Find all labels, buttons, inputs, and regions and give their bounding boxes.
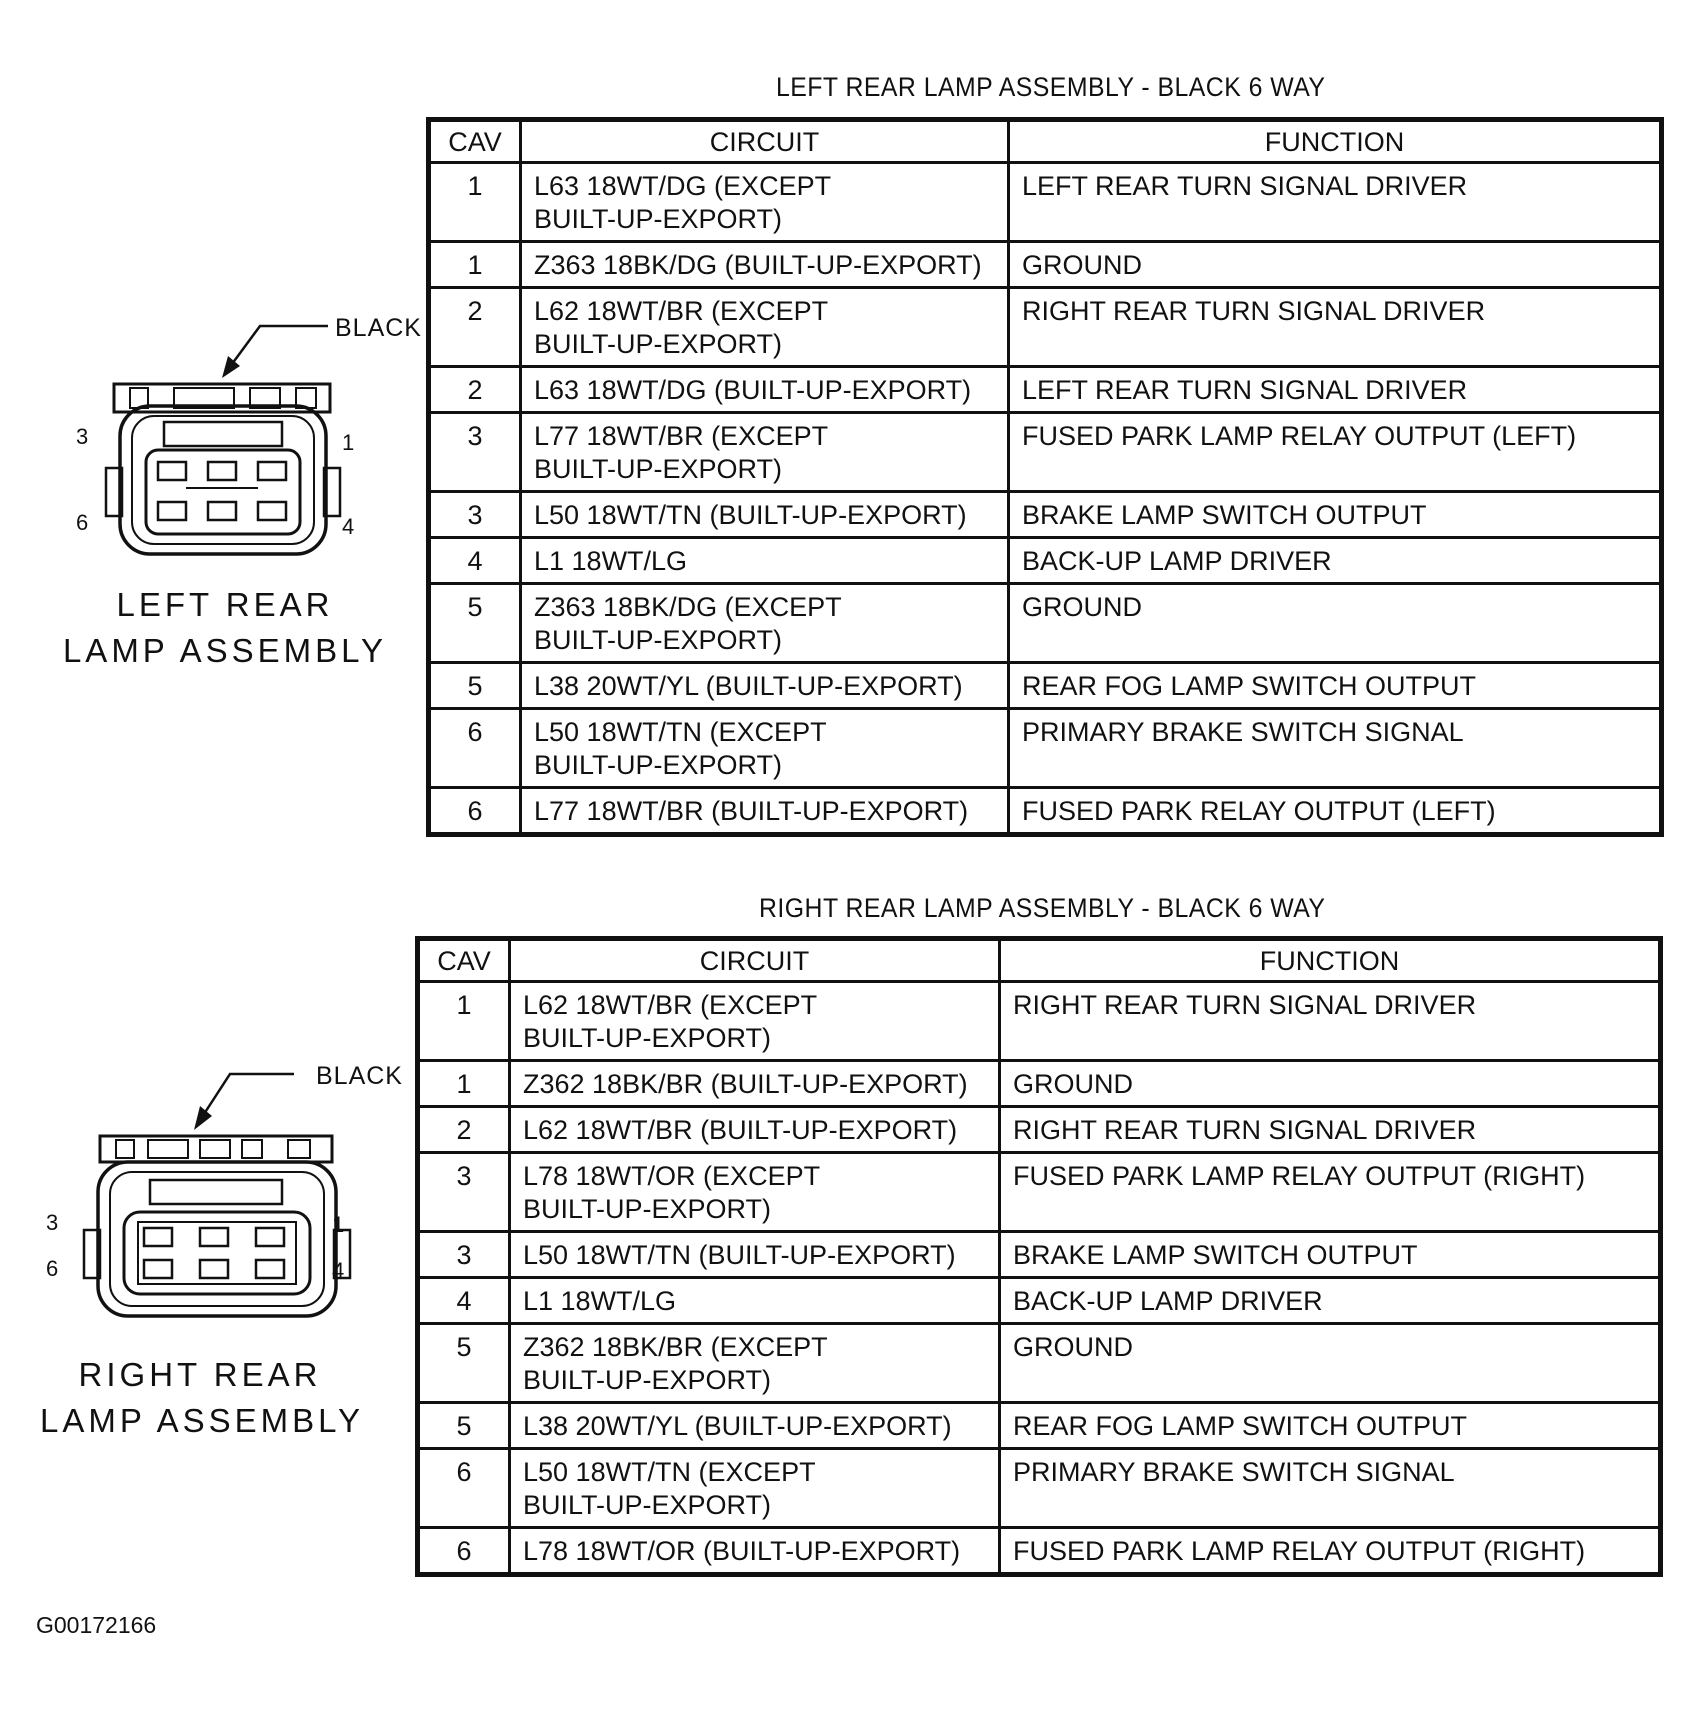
table-row bbox=[429, 538, 1662, 584]
figure-id: G00172166 bbox=[36, 1612, 157, 1638]
function-cell: BACK-UP LAMP DRIVER bbox=[1009, 538, 1662, 584]
table-row bbox=[418, 982, 1661, 1061]
cav-cell: 5 bbox=[429, 663, 521, 709]
table-row bbox=[418, 1061, 1661, 1107]
function-cell: GROUND bbox=[1000, 1061, 1661, 1107]
table-row bbox=[429, 584, 1662, 663]
table-row bbox=[429, 709, 1662, 788]
connector-color-label: BLACK bbox=[335, 314, 422, 342]
circuit-cell: Z362 18BK/BR (BUILT-UP-EXPORT) bbox=[510, 1061, 1000, 1107]
right-table-title: RIGHT REAR LAMP ASSEMBLY - BLACK 6 WAY bbox=[759, 893, 1326, 923]
table-row bbox=[418, 1153, 1661, 1232]
function-cell: RIGHT REAR TURN SIGNAL DRIVER bbox=[1000, 982, 1661, 1061]
circuit-cell: L78 18WT/OR (BUILT-UP-EXPORT) bbox=[510, 1528, 1000, 1575]
table-row bbox=[418, 1107, 1661, 1153]
table-row bbox=[429, 163, 1662, 242]
circuit-cell: L77 18WT/BR (EXCEPT BUILT-UP-EXPORT) bbox=[521, 413, 1009, 492]
right-connector-diagram bbox=[40, 1052, 403, 1472]
function-cell: LEFT REAR TURN SIGNAL DRIVER bbox=[1009, 367, 1662, 413]
table-row bbox=[418, 1278, 1661, 1324]
function-cell: RIGHT REAR TURN SIGNAL DRIVER bbox=[1009, 288, 1662, 367]
function-cell: BRAKE LAMP SWITCH OUTPUT bbox=[1009, 492, 1662, 538]
cav-cell: 1 bbox=[418, 1061, 510, 1107]
cav-cell: 1 bbox=[429, 242, 521, 288]
circuit-cell: L38 20WT/YL (BUILT-UP-EXPORT) bbox=[521, 663, 1009, 709]
circuit-cell: L50 18WT/TN (EXCEPT BUILT-UP-EXPORT) bbox=[510, 1449, 1000, 1528]
cav-cell: 6 bbox=[418, 1528, 510, 1575]
pin-1-label: 1 bbox=[332, 1212, 345, 1237]
function-cell: RIGHT REAR TURN SIGNAL DRIVER bbox=[1000, 1107, 1661, 1153]
cav-cell: 5 bbox=[418, 1403, 510, 1449]
cav-cell: 5 bbox=[418, 1324, 510, 1403]
left-table-title: LEFT REAR LAMP ASSEMBLY - BLACK 6 WAY bbox=[776, 72, 1326, 102]
circuit-cell: L50 18WT/TN (BUILT-UP-EXPORT) bbox=[521, 492, 1009, 538]
cav-cell: 6 bbox=[429, 709, 521, 788]
circuit-cell: Z362 18BK/BR (EXCEPT BUILT-UP-EXPORT) bbox=[510, 1324, 1000, 1403]
function-cell: LEFT REAR TURN SIGNAL DRIVER bbox=[1009, 163, 1662, 242]
pin-3-label: 3 bbox=[46, 1210, 59, 1235]
cav-cell: 1 bbox=[418, 982, 510, 1061]
function-header: FUNCTION bbox=[1009, 120, 1662, 163]
pin-4-label: 4 bbox=[342, 514, 355, 539]
circuit-header: CIRCUIT bbox=[521, 120, 1009, 163]
connector-caption bbox=[60, 582, 390, 674]
function-cell: PRIMARY BRAKE SWITCH SIGNAL bbox=[1000, 1449, 1661, 1528]
cav-cell: 5 bbox=[429, 584, 521, 663]
function-cell: GROUND bbox=[1009, 584, 1662, 663]
cav-header: CAV bbox=[418, 939, 510, 982]
caption-line-2: LAMP ASSEMBLY bbox=[62, 632, 388, 669]
cav-cell: 6 bbox=[429, 788, 521, 835]
caption-line-2: LAMP ASSEMBLY bbox=[40, 1402, 365, 1439]
cav-cell: 6 bbox=[418, 1449, 510, 1528]
left-connector-diagram bbox=[62, 300, 422, 680]
table-row bbox=[429, 788, 1662, 835]
table-row bbox=[418, 1324, 1661, 1403]
function-cell: GROUND bbox=[1000, 1324, 1661, 1403]
circuit-cell: L1 18WT/LG bbox=[510, 1278, 1000, 1324]
connector-caption bbox=[40, 1352, 365, 1444]
circuit-cell: L50 18WT/TN (BUILT-UP-EXPORT) bbox=[510, 1232, 1000, 1278]
function-cell: REAR FOG LAMP SWITCH OUTPUT bbox=[1009, 663, 1662, 709]
circuit-cell: L62 18WT/BR (EXCEPT BUILT-UP-EXPORT) bbox=[510, 982, 1000, 1061]
cav-cell: 2 bbox=[418, 1107, 510, 1153]
cav-cell: 3 bbox=[429, 413, 521, 492]
cav-cell: 3 bbox=[429, 492, 521, 538]
cav-cell: 3 bbox=[418, 1232, 510, 1278]
table-row bbox=[429, 492, 1662, 538]
caption-line-1: RIGHT REAR bbox=[78, 1356, 322, 1393]
circuit-cell: L62 18WT/BR (EXCEPT BUILT-UP-EXPORT) bbox=[521, 288, 1009, 367]
caption-line-1: LEFT REAR bbox=[116, 586, 334, 623]
circuit-cell: L38 20WT/YL (BUILT-UP-EXPORT) bbox=[510, 1403, 1000, 1449]
function-cell: PRIMARY BRAKE SWITCH SIGNAL bbox=[1009, 709, 1662, 788]
table-row bbox=[429, 242, 1662, 288]
table-row bbox=[418, 1403, 1661, 1449]
pin-1-label: 1 bbox=[342, 430, 355, 455]
function-header: FUNCTION bbox=[1000, 939, 1661, 982]
connector-color-label: BLACK bbox=[316, 1062, 403, 1090]
table-header-row bbox=[429, 120, 1662, 163]
circuit-cell: Z363 18BK/DG (EXCEPT BUILT-UP-EXPORT) bbox=[521, 584, 1009, 663]
circuit-cell: L77 18WT/BR (BUILT-UP-EXPORT) bbox=[521, 788, 1009, 835]
table-row bbox=[429, 663, 1662, 709]
pin-6-label: 6 bbox=[76, 510, 89, 535]
cav-cell: 2 bbox=[429, 288, 521, 367]
pin-4-label: 4 bbox=[332, 1258, 345, 1283]
function-cell: BACK-UP LAMP DRIVER bbox=[1000, 1278, 1661, 1324]
circuit-cell: L63 18WT/DG (EXCEPT BUILT-UP-EXPORT) bbox=[521, 163, 1009, 242]
circuit-cell: L50 18WT/TN (EXCEPT BUILT-UP-EXPORT) bbox=[521, 709, 1009, 788]
cav-header: CAV bbox=[429, 120, 521, 163]
table-row bbox=[418, 1232, 1661, 1278]
left-pinout-table bbox=[426, 117, 1664, 837]
circuit-cell: L63 18WT/DG (BUILT-UP-EXPORT) bbox=[521, 367, 1009, 413]
cav-cell: 4 bbox=[429, 538, 521, 584]
function-cell: FUSED PARK RELAY OUTPUT (LEFT) bbox=[1009, 788, 1662, 835]
circuit-cell: L1 18WT/LG bbox=[521, 538, 1009, 584]
circuit-cell: Z363 18BK/DG (BUILT-UP-EXPORT) bbox=[521, 242, 1009, 288]
right-pinout-table bbox=[415, 936, 1663, 1577]
table-row bbox=[429, 367, 1662, 413]
function-cell: GROUND bbox=[1009, 242, 1662, 288]
cav-cell: 3 bbox=[418, 1153, 510, 1232]
pin-6-label: 6 bbox=[46, 1256, 59, 1281]
table-row bbox=[418, 1449, 1661, 1528]
cav-cell: 1 bbox=[429, 163, 521, 242]
function-cell: BRAKE LAMP SWITCH OUTPUT bbox=[1000, 1232, 1661, 1278]
table-header-row bbox=[418, 939, 1661, 982]
table-row bbox=[418, 1528, 1661, 1575]
pin-3-label: 3 bbox=[76, 424, 89, 449]
function-cell: REAR FOG LAMP SWITCH OUTPUT bbox=[1000, 1403, 1661, 1449]
circuit-cell: L62 18WT/BR (BUILT-UP-EXPORT) bbox=[510, 1107, 1000, 1153]
connector-face-icon bbox=[40, 1052, 400, 1312]
cav-cell: 4 bbox=[418, 1278, 510, 1324]
cav-cell: 2 bbox=[429, 367, 521, 413]
function-cell: FUSED PARK LAMP RELAY OUTPUT (LEFT) bbox=[1009, 413, 1662, 492]
table-row bbox=[429, 288, 1662, 367]
circuit-header: CIRCUIT bbox=[510, 939, 1000, 982]
function-cell: FUSED PARK LAMP RELAY OUTPUT (RIGHT) bbox=[1000, 1528, 1661, 1575]
table-row bbox=[429, 413, 1662, 492]
circuit-cell: L78 18WT/OR (EXCEPT BUILT-UP-EXPORT) bbox=[510, 1153, 1000, 1232]
connector-face-icon bbox=[70, 300, 420, 540]
function-cell: FUSED PARK LAMP RELAY OUTPUT (RIGHT) bbox=[1000, 1153, 1661, 1232]
